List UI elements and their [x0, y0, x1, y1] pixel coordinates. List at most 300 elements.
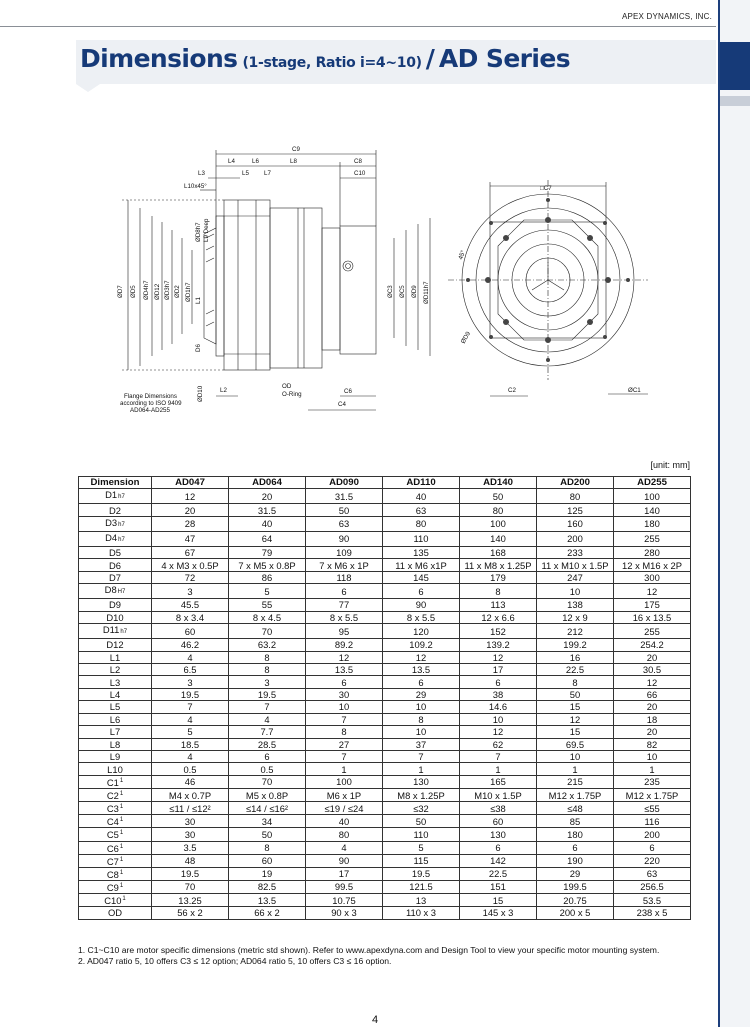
dimension-cell: [79, 894, 152, 907]
dim-label-d10: ØD10: [197, 385, 204, 402]
value-cell: 80: [537, 489, 614, 504]
value-cell: 79: [229, 546, 306, 558]
value-cell: 8: [229, 663, 306, 675]
value-cell: 247: [537, 571, 614, 583]
dimension-tolerance: H7: [117, 589, 126, 596]
dimension-name: L6: [109, 713, 121, 725]
value-cell: 6: [383, 676, 460, 688]
dimension-cell: [79, 639, 152, 651]
value-cell: 50: [460, 489, 537, 504]
dimension-name: D5: [109, 547, 121, 559]
value-cell: 190: [537, 854, 614, 867]
table-row: [79, 639, 691, 651]
dimension-cell: [79, 713, 152, 725]
value-cell: 5: [229, 584, 306, 599]
value-cell: 6: [306, 676, 383, 688]
dimension-cell: [79, 531, 152, 546]
dimension-name: D9: [109, 599, 121, 611]
dim-label-c2: C2: [508, 387, 516, 394]
value-cell: 63: [383, 504, 460, 516]
oring-label: O-Ring: [282, 391, 302, 398]
table-row: [79, 751, 691, 763]
value-cell: 12 x 9: [537, 611, 614, 623]
dim-label-d7: ØD7: [117, 285, 124, 298]
value-cell: 8: [229, 841, 306, 854]
dimension-footnote-ref: 1: [119, 856, 124, 863]
value-cell: 14.6: [460, 701, 537, 713]
dimension-name: D4: [105, 531, 118, 543]
dim-label-l10: L10x45°: [184, 183, 207, 190]
value-cell: 11 x M8 x 1.25P: [460, 559, 537, 571]
dimension-cell: [79, 688, 152, 700]
dimension-cell: [79, 867, 152, 880]
dimension-cell: [79, 611, 152, 623]
dim-label-c6: C6: [344, 388, 352, 395]
value-cell: 130: [460, 828, 537, 841]
table-row: [79, 775, 691, 788]
dimension-cell: [79, 559, 152, 571]
dim-label-l4: L4: [228, 158, 235, 165]
dimension-cell: [79, 775, 152, 788]
value-cell: 0.5: [229, 763, 306, 775]
value-cell: 7: [460, 751, 537, 763]
value-cell: 12: [152, 489, 229, 504]
value-cell: 48: [152, 854, 229, 867]
company-name: APEX DYNAMICS, INC.: [621, 12, 712, 21]
table-row: [79, 611, 691, 623]
value-cell: 8 x 4.5: [229, 611, 306, 623]
dimension-name: L1: [109, 651, 121, 663]
flange-note-1: Flange Dimensions: [124, 393, 177, 400]
value-cell: 235: [614, 775, 691, 788]
value-cell: 6: [229, 751, 306, 763]
dimension-cell: [79, 802, 152, 815]
dimension-name: L2: [109, 664, 121, 676]
unit-label: [unit: mm]: [650, 460, 690, 470]
value-cell: 19.5: [383, 867, 460, 880]
value-cell: 175: [614, 599, 691, 611]
dim-label-d3: ØD3h7: [164, 280, 171, 300]
value-cell: 82.5: [229, 880, 306, 893]
value-cell: 6: [537, 841, 614, 854]
dimension-cell: [79, 584, 152, 599]
title-sub: (1-stage, Ratio i=4~10): [242, 55, 422, 71]
table-row: [79, 489, 691, 504]
value-cell: 10: [383, 726, 460, 738]
dimension-footnote-ref: 1: [122, 896, 126, 902]
value-cell: 100: [614, 489, 691, 504]
value-cell: 38: [460, 688, 537, 700]
value-cell: 7.7: [229, 726, 306, 738]
value-cell: 18: [614, 713, 691, 725]
dimension-cell: [79, 546, 152, 558]
value-cell: 10: [537, 751, 614, 763]
value-cell: 238 x 5: [614, 907, 691, 919]
dimension-cell: [79, 841, 152, 854]
dim-label-d12: ØD12: [154, 283, 161, 300]
title-separator: /: [425, 44, 435, 73]
page-title: [80, 44, 570, 80]
header-dimension: Dimension: [79, 477, 152, 489]
value-cell: 12: [460, 651, 537, 663]
value-cell: 256.5: [614, 880, 691, 893]
value-cell: 34: [229, 815, 306, 828]
title-main: Dimensions: [80, 44, 238, 73]
value-cell: 56 x 2: [152, 907, 229, 919]
value-cell: 121.5: [383, 880, 460, 893]
side-tab-shadow: [720, 96, 750, 106]
value-cell: M12 x 1.75P: [614, 789, 691, 802]
table-row: [79, 516, 691, 531]
table-row: [79, 726, 691, 738]
dimension-cell: [79, 726, 152, 738]
table-row: [79, 701, 691, 713]
value-cell: ≤11 / ≤12²: [152, 802, 229, 815]
dimension-cell: [79, 738, 152, 750]
value-cell: 6: [460, 676, 537, 688]
value-cell: 215: [537, 775, 614, 788]
table-body: [79, 489, 691, 919]
dimension-cell: [79, 489, 152, 504]
value-cell: 199.5: [537, 880, 614, 893]
value-cell: 1: [614, 763, 691, 775]
value-cell: 8: [460, 584, 537, 599]
dim-label-d11: ØD11h7: [423, 281, 430, 304]
value-cell: 138: [537, 599, 614, 611]
table-row: [79, 815, 691, 828]
table-row: [79, 676, 691, 688]
value-cell: 30: [152, 828, 229, 841]
value-cell: 20: [614, 701, 691, 713]
dimension-name: D2: [109, 504, 121, 516]
value-cell: 200: [537, 531, 614, 546]
value-cell: 15: [537, 701, 614, 713]
technical-drawing: [108, 138, 653, 426]
value-cell: 45.5: [152, 599, 229, 611]
dim-label-c9: C9: [292, 146, 300, 153]
value-cell: 10: [383, 701, 460, 713]
value-cell: 151: [460, 880, 537, 893]
value-cell: 110: [383, 828, 460, 841]
dimension-cell: [79, 789, 152, 802]
value-cell: 50: [306, 504, 383, 516]
dimension-name: L4: [109, 689, 121, 701]
value-cell: 120: [383, 624, 460, 639]
value-cell: 80: [383, 516, 460, 531]
header-ad255: AD255: [614, 477, 691, 489]
dimension-name: D1: [105, 489, 118, 501]
dim-label-l6: L6: [252, 158, 259, 165]
table-row: [79, 880, 691, 893]
dimension-name: C6: [106, 842, 119, 854]
value-cell: 69.5: [537, 738, 614, 750]
dimension-name: C3: [106, 803, 119, 815]
value-cell: 179: [460, 571, 537, 583]
value-cell: 10: [614, 751, 691, 763]
value-cell: 6: [383, 584, 460, 599]
value-cell: 13.5: [306, 663, 383, 675]
side-bar: [718, 0, 750, 1027]
value-cell: 15: [537, 726, 614, 738]
value-cell: 62: [460, 738, 537, 750]
value-cell: 199.2: [537, 639, 614, 651]
value-cell: 139.2: [460, 639, 537, 651]
value-cell: 22.5: [537, 663, 614, 675]
value-cell: 40: [306, 815, 383, 828]
table-row: [79, 854, 691, 867]
value-cell: 220: [614, 854, 691, 867]
dimension-cell: [79, 599, 152, 611]
value-cell: 29: [537, 867, 614, 880]
value-cell: 99.5: [306, 880, 383, 893]
dimension-tolerance: h7: [118, 536, 125, 543]
value-cell: 20: [614, 651, 691, 663]
value-cell: 6: [614, 841, 691, 854]
dim-label-l7: L7: [264, 170, 271, 177]
dim-label-c10: C10: [354, 170, 366, 177]
value-cell: 12: [460, 726, 537, 738]
value-cell: 125: [537, 504, 614, 516]
value-cell: 200: [614, 828, 691, 841]
value-cell: ≤14 / ≤16²: [229, 802, 306, 815]
value-cell: M5 x 0.8P: [229, 789, 306, 802]
value-cell: 72: [152, 571, 229, 583]
value-cell: 168: [460, 546, 537, 558]
value-cell: 10: [537, 584, 614, 599]
value-cell: 12: [537, 713, 614, 725]
value-cell: M10 x 1.5P: [460, 789, 537, 802]
table-row: [79, 663, 691, 675]
value-cell: 8: [537, 676, 614, 688]
value-cell: 280: [614, 546, 691, 558]
dimension-cell: [79, 663, 152, 675]
title-series: AD Series: [438, 44, 571, 73]
value-cell: 82: [614, 738, 691, 750]
dimension-footnote-ref: 1: [119, 882, 124, 889]
dim-label-d4: ØD4h7: [143, 280, 150, 300]
dimension-name: C8: [106, 868, 119, 880]
value-cell: 118: [306, 571, 383, 583]
value-cell: 212: [537, 624, 614, 639]
value-cell: 6.5: [152, 663, 229, 675]
value-cell: 116: [614, 815, 691, 828]
value-cell: 63.2: [229, 639, 306, 651]
value-cell: 19.5: [152, 688, 229, 700]
value-cell: 5: [383, 841, 460, 854]
dimension-name: L5: [109, 701, 121, 713]
od-label: OD: [282, 383, 292, 390]
value-cell: 12: [614, 676, 691, 688]
dimension-footnote-ref: 1: [119, 869, 124, 876]
value-cell: 8: [229, 651, 306, 663]
value-cell: 13.25: [152, 894, 229, 907]
value-cell: 19.5: [229, 688, 306, 700]
value-cell: 3: [152, 676, 229, 688]
value-cell: 12: [614, 584, 691, 599]
dimension-name: C2: [106, 790, 119, 802]
dim-label-d5: ØD5: [130, 285, 137, 298]
value-cell: 95: [306, 624, 383, 639]
table-row: [79, 802, 691, 815]
value-cell: 11 x M10 x 1.5P: [537, 559, 614, 571]
dim-label-d2: ØD2: [174, 285, 181, 298]
value-cell: 110: [383, 531, 460, 546]
dimension-name: L8: [109, 738, 121, 750]
value-cell: 30: [152, 815, 229, 828]
header-rule: [0, 26, 716, 27]
value-cell: 20: [152, 504, 229, 516]
dim-label-d9-front: ØD9: [459, 330, 473, 345]
value-cell: 77: [306, 599, 383, 611]
dimension-cell: [79, 907, 152, 919]
value-cell: 113: [460, 599, 537, 611]
dimension-cell: [79, 701, 152, 713]
dimension-footnote-ref: 1: [119, 804, 124, 811]
value-cell: 7 x M5 x 0.8P: [229, 559, 306, 571]
value-cell: 233: [537, 546, 614, 558]
value-cell: 40: [229, 516, 306, 531]
value-cell: ≤55: [614, 802, 691, 815]
value-cell: 10: [306, 701, 383, 713]
value-cell: 10: [460, 713, 537, 725]
value-cell: 66: [614, 688, 691, 700]
value-cell: 55: [229, 599, 306, 611]
value-cell: 67: [152, 546, 229, 558]
value-cell: ≤38: [460, 802, 537, 815]
value-cell: 5: [152, 726, 229, 738]
dimension-name: D12: [106, 639, 124, 651]
value-cell: 31.5: [306, 489, 383, 504]
value-cell: 6: [306, 584, 383, 599]
table-row: [79, 789, 691, 802]
dimension-cell: [79, 751, 152, 763]
table-header-row: [79, 477, 691, 489]
value-cell: ≤19 / ≤24: [306, 802, 383, 815]
value-cell: M4 x 0.7P: [152, 789, 229, 802]
dim-label-l5: L5: [242, 170, 249, 177]
value-cell: 3.5: [152, 841, 229, 854]
table-row: [79, 584, 691, 599]
value-cell: 4: [152, 713, 229, 725]
value-cell: 30: [306, 688, 383, 700]
value-cell: 70: [229, 624, 306, 639]
value-cell: 13.5: [383, 663, 460, 675]
value-cell: 135: [383, 546, 460, 558]
dimension-footnote-ref: 1: [119, 777, 124, 784]
value-cell: 27: [306, 738, 383, 750]
footnote-1: 1. C1~C10 are motor specific dimensions (metric std shown). Refer to www.apexdyna.com and Design Tool to view your specific motor mounting system.: [78, 945, 660, 955]
dim-label-l1: L1: [195, 297, 202, 304]
dim-label-d6: D6: [195, 344, 202, 352]
value-cell: 12: [383, 651, 460, 663]
dimension-name: C10: [104, 895, 122, 907]
value-cell: 1: [460, 763, 537, 775]
table-row: [79, 688, 691, 700]
dimension-name: C1: [106, 777, 119, 788]
value-cell: 145 x 3: [460, 907, 537, 919]
dimension-footnote-ref: 1: [119, 791, 124, 797]
dim-label-d8: ØD8h7: [195, 222, 202, 242]
value-cell: 4 x M3 x 0.5P: [152, 559, 229, 571]
value-cell: 10.75: [306, 894, 383, 907]
value-cell: 1: [306, 763, 383, 775]
value-cell: 60: [152, 624, 229, 639]
page-number: 4: [371, 1014, 379, 1026]
value-cell: 160: [537, 516, 614, 531]
value-cell: 46.2: [152, 639, 229, 651]
footnote-2: 2. AD047 ratio 5, 10 offers C3 ≤ 12 option; AD064 ratio 5, 10 offers C3 ≤ 16 option.: [78, 956, 392, 966]
dimension-name: D6: [109, 559, 121, 571]
value-cell: ≤48: [537, 802, 614, 815]
flange-note-3: AD064-AD255: [130, 407, 170, 414]
value-cell: 7: [306, 713, 383, 725]
value-cell: 13: [383, 894, 460, 907]
value-cell: 70: [229, 775, 306, 788]
value-cell: 19: [229, 867, 306, 880]
dimension-cell: [79, 676, 152, 688]
value-cell: 29: [383, 688, 460, 700]
value-cell: 17: [306, 867, 383, 880]
dimension-name: D10: [106, 611, 124, 623]
title-notch: [76, 84, 100, 92]
value-cell: 64: [229, 531, 306, 546]
value-cell: 63: [306, 516, 383, 531]
table-row: [79, 504, 691, 516]
value-cell: 140: [460, 531, 537, 546]
dimension-name: C9: [106, 882, 119, 893]
value-cell: 13.5: [229, 894, 306, 907]
value-cell: 90 x 3: [306, 907, 383, 919]
dimension-tolerance: h7: [120, 629, 128, 636]
value-cell: 8: [383, 713, 460, 725]
dimension-name: OD: [107, 907, 123, 919]
value-cell: 115: [383, 854, 460, 867]
value-cell: 60: [229, 854, 306, 867]
dimension-tolerance: h7: [118, 494, 125, 501]
header-ad064: AD064: [229, 477, 306, 489]
value-cell: 17: [460, 663, 537, 675]
value-cell: 16: [537, 651, 614, 663]
table-row: [79, 867, 691, 880]
value-cell: 8 x 5.5: [383, 611, 460, 623]
value-cell: 20: [229, 489, 306, 504]
header-ad090: AD090: [306, 477, 383, 489]
value-cell: 18.5: [152, 738, 229, 750]
dimension-cell: [79, 880, 152, 893]
dim-label-d9: ØD9: [411, 285, 418, 298]
table-row: [79, 559, 691, 571]
value-cell: 28: [152, 516, 229, 531]
dimension-name: L3: [109, 676, 121, 688]
value-cell: 1: [383, 763, 460, 775]
dimension-cell: [79, 854, 152, 867]
value-cell: 12: [306, 651, 383, 663]
value-cell: 60: [460, 815, 537, 828]
value-cell: 8: [306, 726, 383, 738]
value-cell: 15: [460, 894, 537, 907]
dimension-name: L7: [109, 726, 121, 738]
dim-label-c8: C8: [354, 158, 362, 165]
dim-label-c1: ØC1: [628, 387, 641, 394]
value-cell: 255: [614, 531, 691, 546]
dim-label-l2: L2: [220, 387, 227, 394]
dimension-footnote-ref: 1: [119, 817, 124, 824]
value-cell: ≤32: [383, 802, 460, 815]
value-cell: 70: [152, 880, 229, 893]
value-cell: 140: [614, 504, 691, 516]
value-cell: 0.5: [152, 763, 229, 775]
footnotes: [78, 945, 698, 967]
